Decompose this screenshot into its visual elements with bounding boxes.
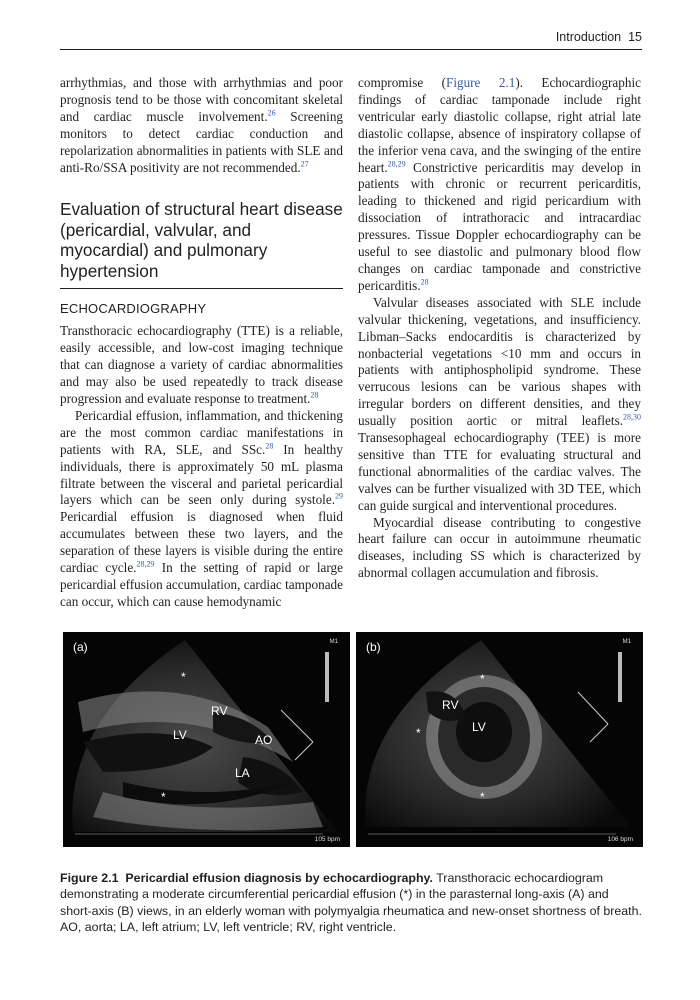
figure-link[interactable]: Figure 2.1: [445, 75, 516, 90]
text-run: Transthoracic echocardiography (TTE) is a reliable, easily accessible, and low-cost imaging technique that can diagnose a variety of cardiac abnormalities and may also be used repeatedly to track disease progression and evaluate response to treatment.: [60, 323, 343, 406]
figure-caption: [60, 870, 642, 935]
paragraph: [60, 75, 343, 176]
panel-label: (a): [73, 640, 88, 654]
panel-label: (b): [366, 640, 381, 654]
ao-label: AO: [255, 733, 273, 747]
text-run: arrhythmias, and those with arrhythmias and poor prognosis tend to be those with concomitant skeletal and cardiac muscle involvement.: [60, 75, 343, 124]
m1-label: M1: [329, 639, 338, 645]
subheading: ECHOCARDIOGRAPHY: [60, 301, 207, 317]
paragraph: [358, 295, 641, 515]
la-label: LA: [235, 766, 250, 780]
paragraph: [358, 75, 641, 295]
caption-body: Transthoracic echocardiogram demonstrating a moderate circumferential pericardial effusion (*) in the parasternal long-axis (A) and short-axis (B) views, in an elderly woman with polymyalgia rheumatica and new-onset shortness of breath. AO, aorta; LA, left atrium; LV, left ventricle; RV, right ventricle.: [60, 871, 642, 934]
section-heading: Evaluation of structural heart disease (pericardial, valvular, and myocardial) and pulmonary hypertension: [60, 199, 343, 289]
text-run: Valvular diseases associated with SLE include valvular thickening, vegetations, and insufficiency. Libman–Sacks endocarditis is characterized by nonbacterial vegetations <10 mm and occurs in patients with antiphospholipid syndrome. These verrucous lesions can be various shapes with irregular borders on different densities, and they usually position aortic or mitral leaflets.: [358, 294, 641, 429]
rv-label: RV: [211, 704, 228, 718]
right-column: [358, 75, 641, 582]
page-number: 15: [628, 30, 642, 44]
effusion-marker: *: [416, 726, 421, 740]
heart-rate: 106 bpm: [607, 836, 633, 843]
effusion-marker: *: [480, 672, 485, 686]
citation[interactable]: 27: [300, 159, 309, 169]
citation[interactable]: 28,29: [387, 159, 406, 169]
text-run: Pericardial effusion, inflammation, and thickening are the most common cardiac manifestations in patients with RA, SLE, and SSc.: [60, 407, 343, 457]
lv-label: LV: [173, 728, 187, 742]
figure-2-1: [63, 632, 643, 847]
text-run: ). Echocardiographic findings of cardiac tamponade include right ventricular early diastolic collapse, right atrial late diastolic collapse, absence of inspiratory collapse of the inferior vena cava, and the swinging of the entire heart.: [358, 75, 641, 175]
running-head-title: Introduction: [555, 30, 622, 44]
lv-label: LV: [472, 720, 486, 734]
citation[interactable]: 26: [267, 108, 276, 118]
paragraph: [358, 515, 641, 583]
paragraph: [60, 408, 343, 611]
text-run: Screening monitors to detect cardiac conduction and repolarization abnormalities in patients with SLE and anti-Ro/SSA positivity are not recommended.: [60, 108, 344, 175]
effusion-marker: *: [480, 790, 485, 804]
caption-title: Pericardial effusion diagnosis by echocardiography.: [125, 871, 433, 885]
text-run: In healthy individuals, there is approximately 50 mL plasma filtrate between the visceral and parietal pericardial layers which can be seen only during systole.: [60, 441, 343, 508]
m1-label: M1: [622, 639, 631, 645]
echo-panel-b: [356, 632, 643, 847]
text-run: Constrictive pericarditis may develop in patients with chronic or recurrent pericarditis, leading to thickened and rigid pericardium with dissociation of intrathoracic and intracardiac pressures. Tissue Doppler echocardiography can be useful to see diastolic and pulmonary blood flow changes on cardiac tamponade and constrictive pericarditis.: [358, 159, 641, 293]
running-header: [60, 27, 642, 50]
paragraph: [60, 323, 343, 408]
citation[interactable]: 28: [310, 390, 319, 400]
text-run: Pericardial effusion is diagnosed when fluid accumulates between these two layers, and the separation of these layers is visible during the entire cardiac cycle.: [60, 509, 343, 576]
effusion-marker: *: [161, 790, 166, 804]
left-column: [60, 75, 343, 611]
text-run: In the setting of rapid or large pericardial effusion accumulation, cardiac tamponade can occur, which can cause hemodynamic: [60, 560, 343, 609]
citation[interactable]: 28: [420, 277, 429, 287]
echo-image-b: [356, 632, 643, 847]
text-run: Transesophageal echocardiography (TEE) is more sensitive than TTE for evaluating structural and functional abnormalities of the cardiac valves. The valves can be further visualized with 3D TEE, which can guide surgical and interventional procedures.: [358, 430, 641, 513]
heart-rate: 105 bpm: [314, 836, 340, 843]
effusion-marker: *: [181, 670, 186, 684]
citation[interactable]: 28: [265, 441, 274, 451]
echo-panel-a: [63, 632, 350, 847]
running-head: [556, 30, 642, 44]
echo-image-a: [63, 632, 350, 847]
text-run: compromise (: [358, 75, 446, 90]
citation[interactable]: 29: [335, 492, 343, 502]
citation[interactable]: 28,30: [623, 412, 641, 422]
caption-number: Figure 2.1: [60, 871, 119, 885]
citation[interactable]: 28,29: [136, 559, 155, 569]
rv-label: RV: [442, 698, 459, 712]
text-run: Myocardial disease contributing to congestive heart failure can occur in autoimmune rheumatic diseases, including SS which is characterized by abnormal collagen accumulation and fibrosis.: [358, 514, 641, 581]
